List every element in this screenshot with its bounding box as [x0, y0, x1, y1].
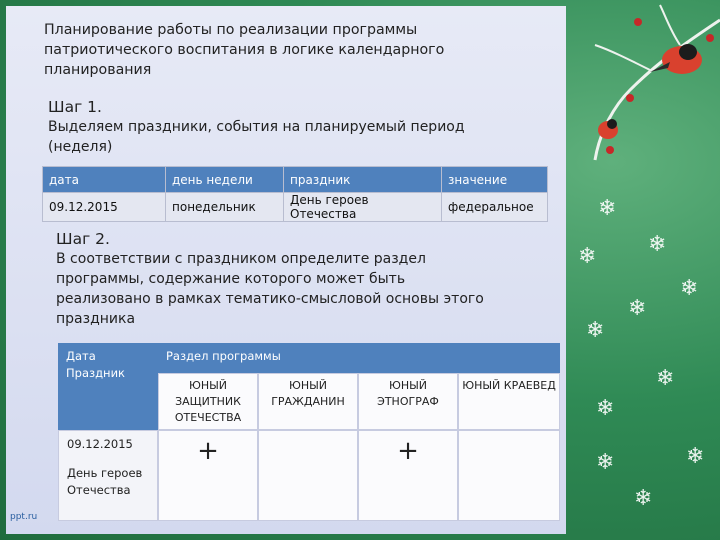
snowflake-icon: ❄ — [634, 486, 653, 511]
snowflake-icon: ❄ — [628, 296, 647, 321]
cell-holiday: День героев Отечества — [67, 466, 143, 497]
step-2 — [56, 229, 496, 329]
snowflake-icon: ❄ — [656, 366, 675, 391]
snowflake-icon: ❄ — [578, 244, 597, 269]
mark-cell-1: + — [158, 430, 258, 521]
step-2-heading: Шаг 2. — [56, 230, 110, 248]
mark-cell-2 — [258, 430, 358, 521]
section-young-ethnographer: ЮНЫЙ ЭТНОГРАФ — [358, 373, 458, 430]
section-young-citizen: ЮНЫЙ ГРАЖДАНИН — [258, 373, 358, 430]
col-header-weekday: день недели — [166, 167, 284, 193]
header-program-section: Раздел программы — [158, 343, 560, 373]
col-header-date: дата — [43, 167, 166, 193]
step-2-text: В соответствии с праздником определите раздел программы, содержание которого может быть реализовано в рамках тематико-смысловой основы этого праздника — [56, 251, 484, 327]
cell-date-holiday — [58, 430, 158, 521]
slide-title: Планирование работы по реализации программы патриотического воспитания в логике календарного планирования — [44, 22, 445, 78]
table-header-row — [43, 167, 548, 193]
col-header-holiday: праздник — [284, 167, 442, 193]
program-sections-table — [58, 343, 560, 521]
snowflake-icon: ❄ — [686, 444, 705, 469]
holidays-table — [42, 166, 548, 222]
mark-cell-4 — [458, 430, 560, 521]
mark-cell-3: + — [358, 430, 458, 521]
section-young-local-historian: ЮНЫЙ КРАЕВЕД — [458, 373, 560, 430]
step-1-heading: Шаг 1. — [48, 98, 102, 116]
col-header-significance: значение — [442, 167, 548, 193]
snowflake-icon: ❄ — [680, 276, 699, 301]
snowflake-icon: ❄ — [596, 450, 615, 475]
cell-date: 09.12.2015 — [43, 193, 166, 222]
cell-holiday: День героев Отечества — [284, 193, 442, 222]
site-logo: ppt.ru — [10, 512, 38, 522]
section-young-defender: ЮНЫЙ ЗАЩИТНИК ОТЕЧЕСТВА — [158, 373, 258, 430]
cell-significance: федеральное — [442, 193, 548, 222]
bullfinch-branch-decoration — [570, 0, 720, 190]
snowflake-icon: ❄ — [596, 396, 615, 421]
snowflake-icon: ❄ — [586, 318, 605, 343]
header-date-holiday: Дата Праздник — [58, 343, 158, 430]
snowflake-icon: ❄ — [648, 232, 667, 257]
cell-weekday: понедельник — [166, 193, 284, 222]
table-row — [43, 193, 548, 222]
step-1 — [48, 97, 488, 157]
snowflake-icon: ❄ — [598, 196, 617, 221]
cell-date: 09.12.2015 — [67, 437, 133, 451]
step-1-text: Выделяем праздники, события на планируемый период (неделя) — [48, 119, 465, 155]
